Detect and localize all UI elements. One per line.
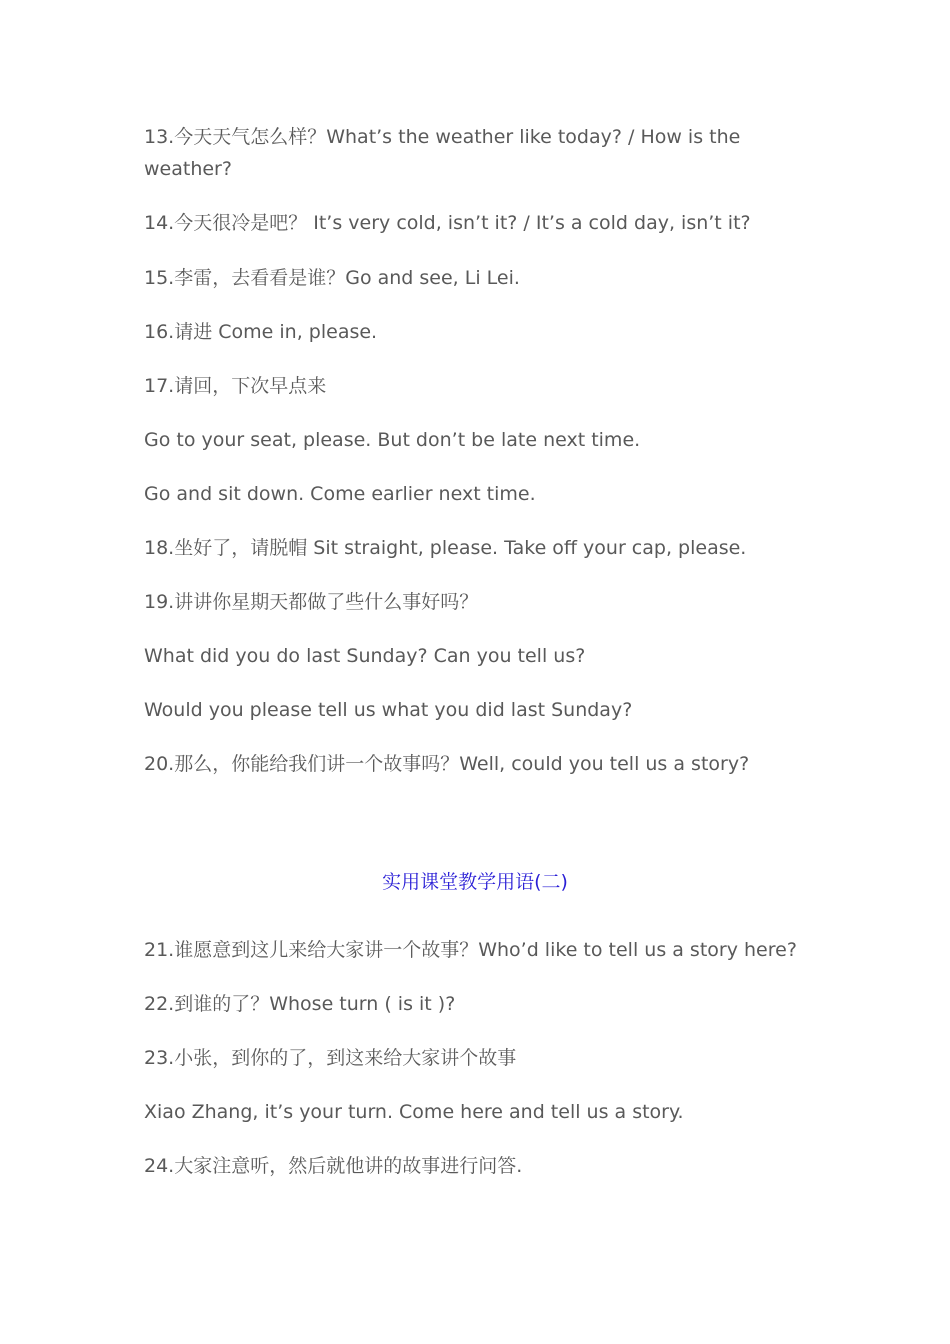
section-heading: 实用课堂教学用语(二) bbox=[382, 871, 568, 893]
phrase-23: 23.小张，到你的了，到这来给大家讲个故事 bbox=[144, 1047, 517, 1069]
phrase-22: 22.到谁的了？Whose turn ( is it )? bbox=[144, 993, 456, 1015]
phrase-19: 19.讲讲你星期天都做了些什么事好吗？ bbox=[144, 591, 479, 613]
phrase-24: 24.大家注意听，然后就他讲的故事进行问答. bbox=[144, 1155, 523, 1177]
phrase-21: 21.谁愿意到这儿来给大家讲一个故事？Who’d like to tell us a story here? bbox=[144, 939, 797, 961]
phrase-23-english: Xiao Zhang, it’s your turn. Come here and tell us a story. bbox=[144, 1101, 684, 1123]
phrase-13: 13.今天天气怎么样？What’s the weather like today? / How is the weather? bbox=[144, 126, 741, 180]
phrase-19-english-b: Would you please tell us what you did last Sunday? bbox=[144, 699, 633, 721]
phrase-14: 14.今天很冷是吧？ It’s very cold, isn’t it? / It’s a cold day, isn’t it? bbox=[144, 212, 751, 234]
phrase-19-english-a: What did you do last Sunday? Can you tell us? bbox=[144, 645, 586, 667]
phrase-17-english-a: Go to your seat, please. But don’t be late next time. bbox=[144, 429, 641, 451]
phrase-20: 20.那么，你能给我们讲一个故事吗？Well, could you tell us a story? bbox=[144, 753, 750, 775]
phrase-15: 15.李雷，去看看是谁？Go and see, Li Lei. bbox=[144, 267, 520, 289]
phrase-17-english-b: Go and sit down. Come earlier next time. bbox=[144, 483, 536, 505]
phrase-18: 18.坐好了，请脱帽 Sit straight, please. Take off your cap, please. bbox=[144, 537, 747, 559]
phrase-16: 16.请进 Come in, please. bbox=[144, 321, 378, 343]
phrase-17: 17.请回，下次早点来 bbox=[144, 375, 327, 397]
